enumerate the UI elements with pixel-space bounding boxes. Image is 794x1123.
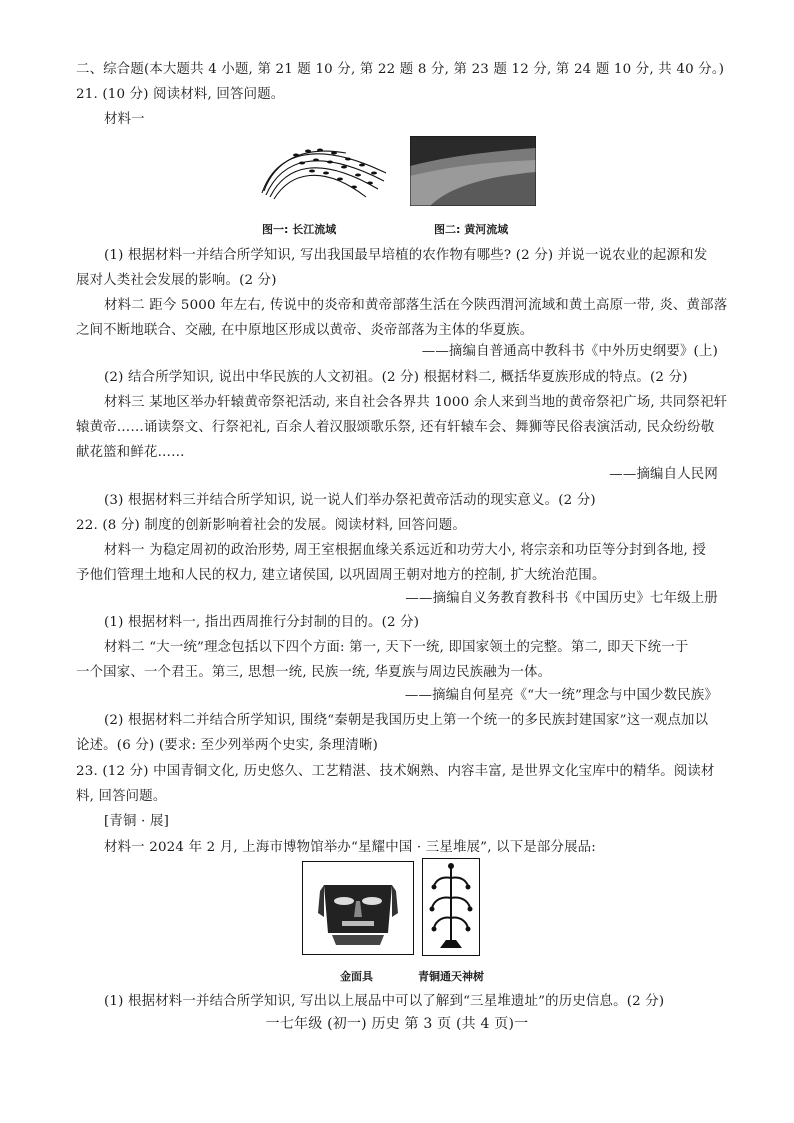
q21-sub3: (3) 根据材料三并结合所学知识, 说一说人们举办祭祀黄帝活动的现实意义。(2 分) bbox=[104, 493, 596, 508]
q22-material2-line2: 一个国家、一个君王。第三, 思想一统, 民族一统, 华夏族与周边民族融为一体。 bbox=[76, 665, 552, 680]
fig2-caption: 图二: 黄河流域 bbox=[434, 223, 509, 236]
q21-material1-label: 材料一 bbox=[104, 112, 145, 127]
q21-material3-line1: 材料三 某地区举办轩辕黄帝祭祀活动, 来自社会各界共 1000 余人来到当地的黄帝祭祀广场, 共同祭祀轩 bbox=[104, 395, 728, 410]
fig1-caption: 图一: 长江流域 bbox=[262, 223, 337, 236]
q22-material2-line1: 材料二 “大一统”理念包括以下四个方面: 第一, 天下一统, 即国家领土的完整。第二, 即天下统一于 bbox=[104, 640, 689, 655]
q23-section-tag: [青铜 · 展] bbox=[104, 814, 169, 829]
bronze-tree-caption: 青铜通天神树 bbox=[418, 970, 484, 983]
millet-field-photo bbox=[410, 136, 536, 206]
q22-material2-source: ——摘编自何星亮《“大一统”理念与中国少数民族》 bbox=[404, 688, 718, 703]
gold-mask-image bbox=[302, 861, 414, 955]
q21-sub1-line1: (1) 根据材料一并结合所学知识, 写出我国最早培植的农作物有哪些? (2 分) 并说一说农业的起源和发 bbox=[104, 248, 708, 263]
q22-material1-source: ——摘编自义务教育教科书《中国历史》七年级上册 bbox=[405, 591, 718, 606]
q22-material1-line1: 材料一 为稳定周初的政治形势, 周王室根据血缘关系远近和功劳大小, 将宗亲和功臣等分封到各地, 授 bbox=[104, 543, 706, 558]
q23-sub1: (1) 根据材料一并结合所学知识, 写出以上展品中可以了解到“三星堆遗址”的历史信息。(2 分) bbox=[104, 994, 665, 1009]
q21-sub2: (2) 结合所学知识, 说出中华民族的人文初祖。(2 分) 根据材料二, 概括华夏族形成的特点。(2 分) bbox=[104, 370, 688, 385]
page-footer: 一七年级 (初一) 历史 第 3 页 (共 4 页)一 bbox=[265, 1016, 529, 1032]
rice-illustration bbox=[256, 133, 396, 207]
q22-sub2-line2: 论述。(6 分) (要求: 至少列举两个史实, 条理清晰) bbox=[76, 738, 379, 753]
q21-material2-source: ——摘编自普通高中教科书《中外历史纲要》(上) bbox=[421, 344, 718, 359]
q21-title: 21. (10 分) 阅读材料, 回答问题。 bbox=[76, 87, 285, 102]
q21-material2-line1: 材料二 距今 5000 年左右, 传说中的炎帝和黄帝部落生活在今陕西渭河流域和黄土高原一带, 炎、黄部落 bbox=[104, 298, 728, 313]
q23-title-line2: 料, 回答问题。 bbox=[76, 789, 167, 804]
section-header: 二、综合题(本大题共 4 小题, 第 21 题 10 分, 第 22 题 8 分, 第 23 题 12 分, 第 24 题 10 分, 共 40 分。) bbox=[76, 62, 725, 77]
bronze-tree-image bbox=[422, 858, 480, 956]
q21-material3-line2: 辕黄帝……诵读祭文、行祭祀礼, 百余人着汉服颂歌乐祭, 还有轩辕车会、舞狮等民俗表演活动, 民众纷纷敬 bbox=[76, 420, 715, 435]
q22-title: 22. (8 分) 制度的创新影响着社会的发展。阅读材料, 回答问题。 bbox=[76, 518, 466, 533]
q21-material3-source: ——摘编自人民网 bbox=[609, 467, 718, 482]
q22-material1-line2: 予他们管理土地和人民的权力, 建立诸侯国, 以巩固周王朝对地方的控制, 扩大统治范围。 bbox=[76, 568, 606, 583]
q22-sub2-line1: (2) 根据材料二并结合所学知识, 围绕“秦朝是我国历史上第一个统一的多民族封建国家”这一观点加以 bbox=[104, 713, 709, 728]
q21-sub1-line2: 展对人类社会发展的影响。(2 分) bbox=[76, 273, 277, 288]
q22-sub1: (1) 根据材料一, 指出西周推行分封制的目的。(2 分) bbox=[104, 615, 420, 630]
q21-material2-line2: 之间不断地联合、交融, 在中原地区形成以黄帝、炎帝部落为主体的华夏族。 bbox=[76, 323, 534, 338]
q21-material3-line3: 献花篮和鲜花…… bbox=[76, 445, 185, 460]
gold-mask-caption: 金面具 bbox=[340, 970, 373, 983]
q23-title-line1: 23. (12 分) 中国青铜文化, 历史悠久、工艺精湛、技术娴熟、内容丰富, 是世界文化宝库中的精华。阅读材 bbox=[76, 764, 715, 779]
q23-material1: 材料一 2024 年 2 月, 上海市博物馆举办“星耀中国 · 三星堆展”, 以下是部分展品: bbox=[104, 840, 596, 855]
